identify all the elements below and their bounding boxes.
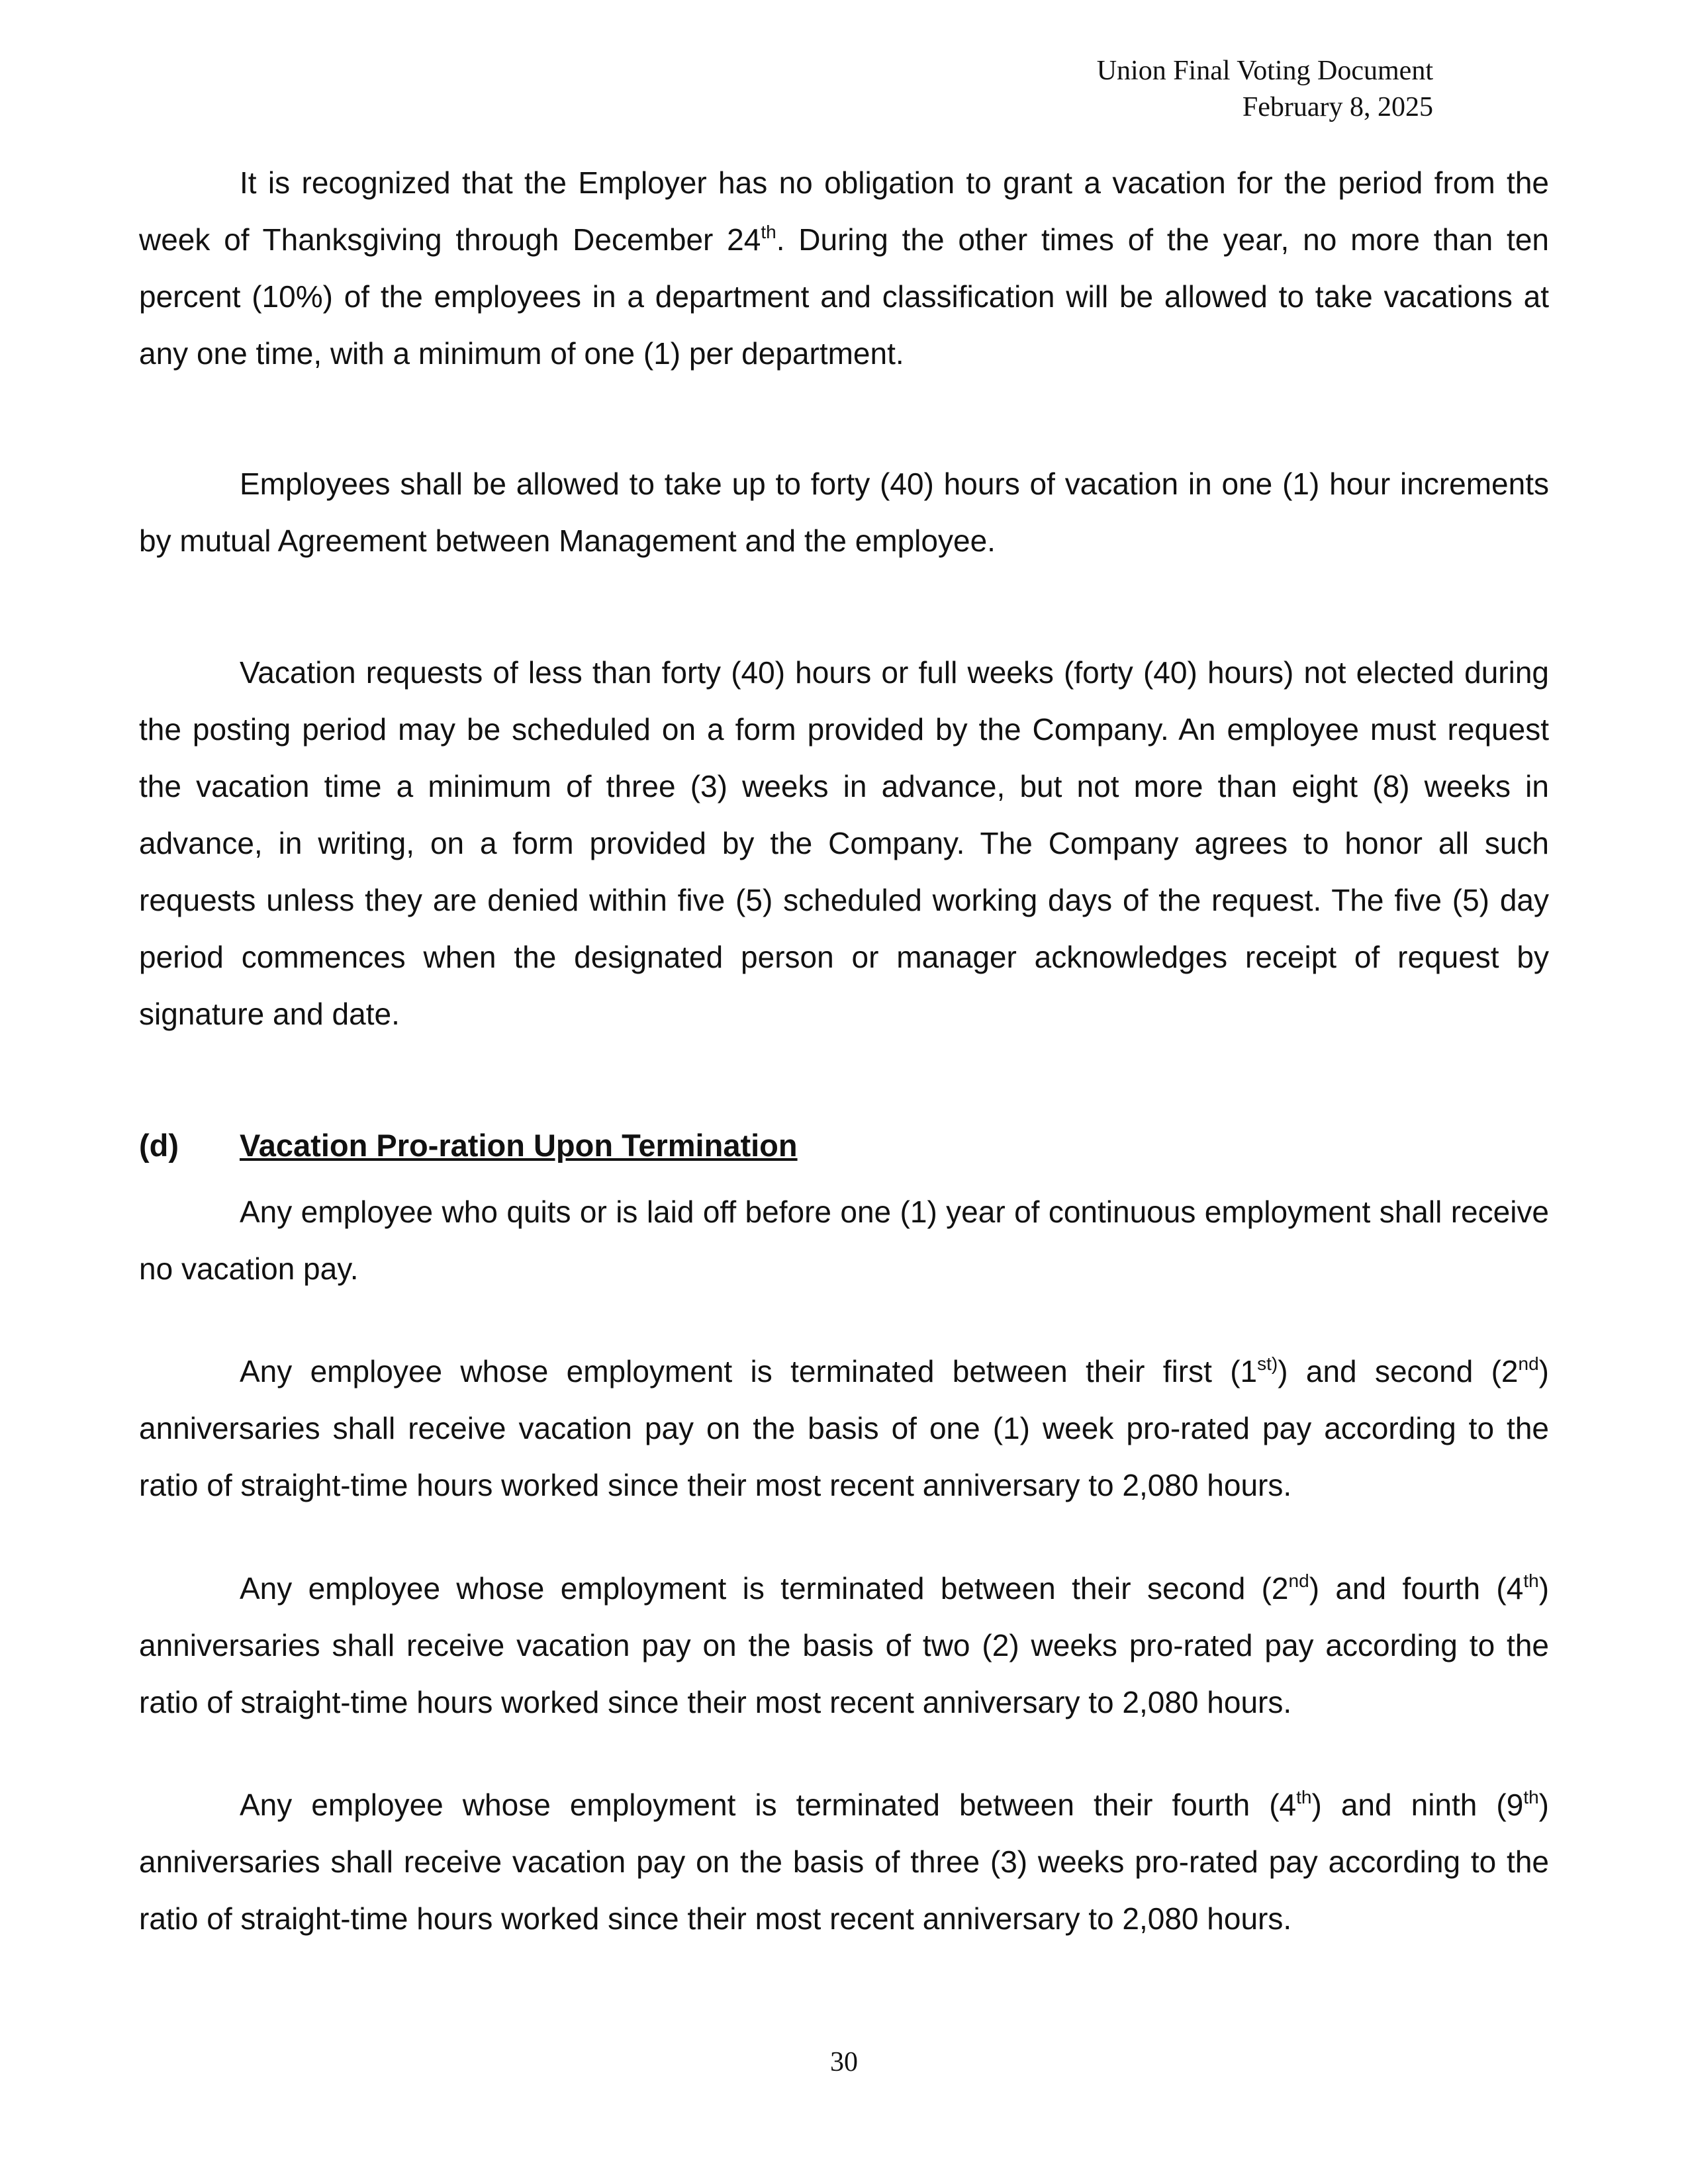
paragraph-text: ) and fourth (4	[1309, 1571, 1524, 1606]
section-heading	[139, 1117, 798, 1174]
paragraph-text: ) and second (2	[1278, 1354, 1519, 1388]
paragraph-text: ) anniversaries shall receive vacation pay on the basis of two (2) weeks pro-rated pay according to the ratio of straight-time hours worked since their most recent anniversary to 2,080 hours.	[139, 1571, 1550, 1719]
paragraph-holiday-restriction	[139, 154, 1549, 382]
superscript: th	[761, 222, 776, 242]
superscript: th	[1523, 1570, 1539, 1591]
document-header	[1097, 53, 1433, 126]
section-title: Vacation Pro-ration Upon Termination	[240, 1128, 798, 1163]
page-number: 30	[830, 2047, 858, 2077]
header-title: Union Final Voting Document	[1096, 56, 1433, 86]
paragraph-text: Any employee whose employment is terminated between their first (1	[240, 1354, 1258, 1388]
superscript: nd	[1518, 1353, 1539, 1374]
paragraph-text: . During the other times of the year, no more than ten percent (10%) of the employees in a department and classification will be allowed to take vacations at any one time, with a minimum of one (1) per department.	[139, 222, 1549, 371]
paragraph-text: ) and ninth (9	[1311, 1788, 1524, 1822]
superscript: st)	[1257, 1353, 1278, 1374]
paragraph-text: ) anniversaries shall receive vacation pay on the basis of three (3) weeks pro-rated pay according to the ratio of straight-time hours worked since their most recent anniversary to 2,080 hours.	[139, 1788, 1549, 1936]
header-date: February 8, 2025	[1242, 92, 1433, 122]
superscript: th	[1296, 1787, 1312, 1807]
paragraph-first-second-anniversary	[139, 1343, 1549, 1514]
section-letter: (d)	[139, 1128, 179, 1163]
paragraph-text: Any employee whose employment is terminated between their fourth (4	[240, 1788, 1297, 1822]
paragraph-vacation-requests: Vacation requests of less than forty (40) hours or full weeks (forty (40) hours) not elected during the posting period may be scheduled on a form provided by the Company. An employee must request the vacation time a minimum of three (3) weeks in advance, but not more than eight (8) weeks in advance, in writing, on a form provided by the Company. The Company agrees to honor all such requests unless they are denied within five (5) scheduled working days of the request. The five (5) day period commences when the designated person or manager acknowledges receipt of request by signature and date.	[139, 655, 1549, 1031]
paragraph-no-vacation-pay: Any employee who quits or is laid off before one (1) year of continuous employment shall receive no vacation pay.	[139, 1195, 1549, 1286]
paragraph-text: ) anniversaries shall receive vacation pay on the basis of one (1) week pro-rated pay according to the ratio of straight-time hours worked since their most recent anniversary to 2,080 hours.	[139, 1354, 1549, 1502]
paragraph-second-fourth-anniversary	[139, 1560, 1549, 1731]
superscript: th	[1523, 1787, 1539, 1807]
paragraph-fourth-ninth-anniversary	[139, 1776, 1549, 1947]
paragraph-text: Any employee whose employment is terminated between their second (2	[240, 1571, 1289, 1606]
paragraph-hourly-increments: Employees shall be allowed to take up to forty (40) hours of vacation in one (1) hour increments by mutual Agreement between Management and the employee.	[139, 467, 1549, 558]
paragraph-text: It is recognized that the Employer has no obligation to grant a vacation for the period from the week of Thanksgiving through December 24	[139, 165, 1549, 257]
superscript: nd	[1288, 1570, 1309, 1591]
